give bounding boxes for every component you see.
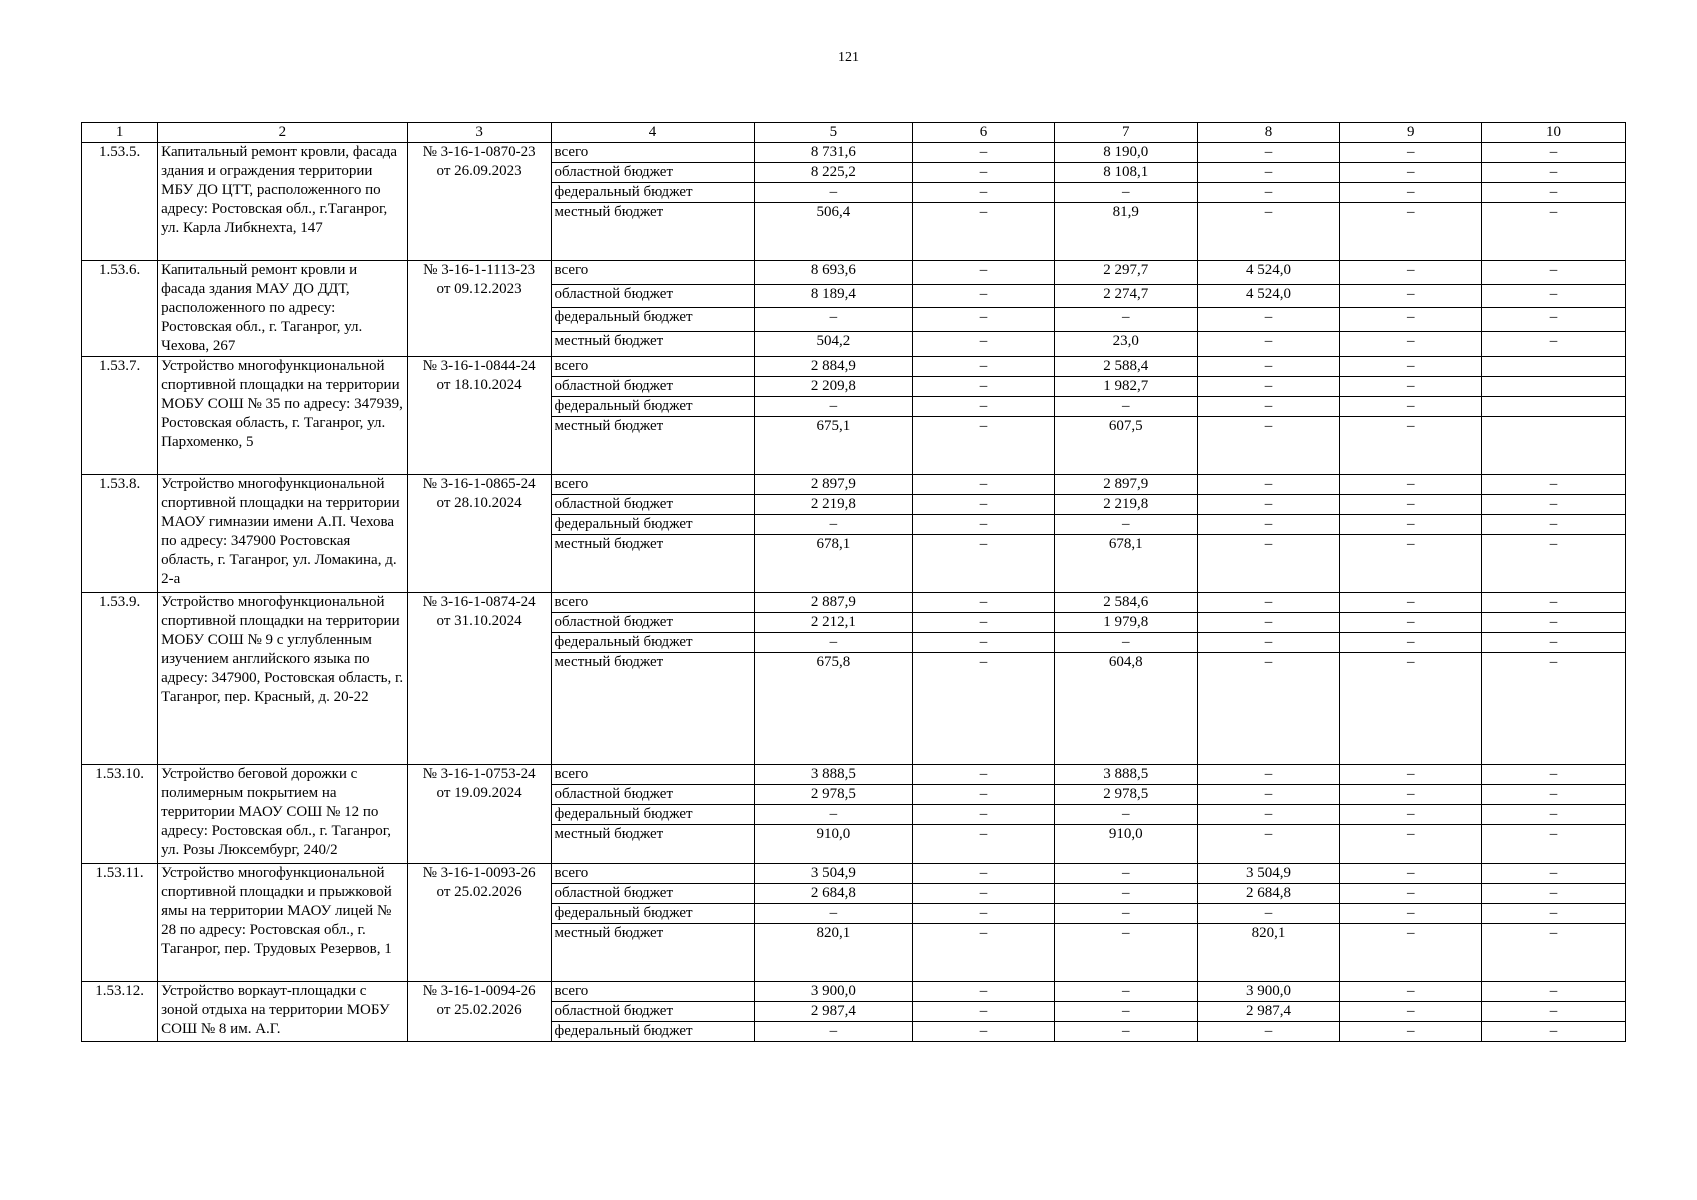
amount-cell: – [913,613,1055,633]
table-row [82,475,1626,495]
funding-source: местный бюджет [551,653,754,765]
amount-cell: – [913,785,1055,805]
amount-cell: – [1482,475,1626,495]
amount-cell: – [913,825,1055,864]
amount-cell: – [1054,805,1197,825]
amount-cell: – [1197,203,1340,261]
funding-source: областной бюджет [551,785,754,805]
amount-cell: 678,1 [1054,535,1197,593]
document-line: от 09.12.2023 [436,281,522,297]
amount-cell: – [1482,495,1626,515]
amount-cell: 4 524,0 [1197,284,1340,308]
amount-cell: 3 900,0 [1197,982,1340,1002]
amount-cell: – [913,884,1055,904]
amount-cell: 2 884,9 [754,357,913,377]
amount-cell: – [1482,613,1626,633]
item-number: 1.53.8. [82,475,158,593]
amount-cell: – [1340,397,1482,417]
header-cell: 1 [82,123,158,143]
amount-cell: – [1197,377,1340,397]
amount-cell: – [1482,163,1626,183]
amount-cell: – [913,593,1055,613]
amount-cell: 2 209,8 [754,377,913,397]
document-line: № 3-16-1-0870-23 [422,144,536,160]
amount-cell: 607,5 [1054,417,1197,475]
amount-cell: 2 978,5 [1054,785,1197,805]
amount-cell: 910,0 [1054,825,1197,864]
amount-cell: – [913,143,1055,163]
amount-cell: – [1482,653,1626,765]
amount-cell: – [913,495,1055,515]
amount-cell: – [913,1022,1055,1042]
amount-cell: – [754,633,913,653]
item-document [407,864,551,982]
amount-cell: – [1197,357,1340,377]
amount-cell: – [1340,1022,1482,1042]
amount-cell: – [1340,203,1482,261]
amount-cell: – [1340,633,1482,653]
amount-cell: 8 731,6 [754,143,913,163]
amount-cell: – [1482,308,1626,332]
amount-cell: – [1340,825,1482,864]
amount-cell: – [913,377,1055,397]
amount-cell: – [754,397,913,417]
amount-cell: – [913,332,1055,357]
amount-cell: 2 887,9 [754,593,913,613]
amount-cell: – [1340,261,1482,285]
amount-cell: – [1482,924,1626,982]
amount-cell: – [1054,397,1197,417]
amount-cell: 506,4 [754,203,913,261]
amount-cell: – [1482,1002,1626,1022]
funding-source: областной бюджет [551,613,754,633]
funding-source: федеральный бюджет [551,1022,754,1042]
amount-cell: 675,1 [754,417,913,475]
amount-cell: – [913,397,1055,417]
table-row [82,982,1626,1002]
amount-cell: – [1197,785,1340,805]
amount-cell: 3 900,0 [754,982,913,1002]
funding-source: всего [551,593,754,613]
amount-cell: – [1197,593,1340,613]
amount-cell: 2 588,4 [1054,357,1197,377]
amount-cell: – [1340,613,1482,633]
document-line: от 18.10.2024 [436,377,522,393]
amount-cell: – [1340,1002,1482,1022]
amount-cell: – [1340,785,1482,805]
item-document [407,143,551,261]
item-number: 1.53.9. [82,593,158,765]
amount-cell: – [1340,765,1482,785]
item-document [407,357,551,475]
funding-source: местный бюджет [551,535,754,593]
item-name: Капитальный ремонт кровли и фасада здания МАУ ДО ДДТ, расположенного по адресу: Ростовская обл., г. Таганрог, ул. Чехова, 267 [158,261,408,357]
amount-cell: – [1340,653,1482,765]
amount-cell: 8 189,4 [754,284,913,308]
funding-source: местный бюджет [551,924,754,982]
amount-cell: – [1054,183,1197,203]
item-name: Устройство беговой дорожки с полимерным покрытием на территории МАОУ СОШ № 12 по адресу: Ростовская обл., г. Таганрог, ул. Розы Люксембург, 240/2 [158,765,408,864]
amount-cell: – [754,183,913,203]
amount-cell: – [913,653,1055,765]
funding-source: всего [551,765,754,785]
funding-source: всего [551,261,754,285]
amount-cell: – [1482,1022,1626,1042]
table-row [82,765,1626,785]
document-line: № 3-16-1-1113-23 [423,262,536,278]
amount-cell: – [1482,593,1626,613]
amount-cell: – [1054,515,1197,535]
amount-cell: – [913,535,1055,593]
header-cell: 7 [1054,123,1197,143]
amount-cell: – [1482,982,1626,1002]
funding-source: местный бюджет [551,332,754,357]
amount-cell: 1 979,8 [1054,613,1197,633]
amount-cell: – [754,308,913,332]
amount-cell: 3 888,5 [754,765,913,785]
amount-cell: 81,9 [1054,203,1197,261]
amount-cell: 2 584,6 [1054,593,1197,613]
funding-source: местный бюджет [551,417,754,475]
amount-cell: – [913,261,1055,285]
item-number: 1.53.6. [82,261,158,357]
amount-cell: – [1197,653,1340,765]
amount-cell: – [1197,765,1340,785]
amount-cell: – [1340,884,1482,904]
funding-source: местный бюджет [551,825,754,864]
amount-cell: – [1482,884,1626,904]
amount-cell: – [1197,495,1340,515]
funding-source: всего [551,864,754,884]
amount-cell: 2 684,8 [754,884,913,904]
amount-cell: 2 297,7 [1054,261,1197,285]
funding-source: всего [551,357,754,377]
amount-cell: – [1482,864,1626,884]
amount-cell: 2 897,9 [1054,475,1197,495]
amount-cell: – [913,982,1055,1002]
amount-cell: 2 219,8 [754,495,913,515]
amount-cell: 3 504,9 [754,864,913,884]
amount-cell: – [1340,417,1482,475]
funding-source: федеральный бюджет [551,308,754,332]
funding-source: областной бюджет [551,377,754,397]
amount-cell: – [1340,143,1482,163]
amount-cell: – [1340,904,1482,924]
amount-cell: 604,8 [1054,653,1197,765]
amount-cell: – [754,805,913,825]
funding-source: областной бюджет [551,1002,754,1022]
amount-cell: 4 524,0 [1197,261,1340,285]
amount-cell: – [1340,183,1482,203]
amount-cell: – [913,765,1055,785]
item-name: Устройство многофункциональной спортивной площадки на территории МАОУ гимназии имени А.П. Чехова по адресу: 347900 Ростовская область, г. Таганрог, ул. Ломакина, д. 2-а [158,475,408,593]
table-row [82,357,1626,377]
item-name: Устройство многофункциональной спортивной площадки и прыжковой ямы на территории МАОУ лицей № 28 по адресу: Ростовская обл., г. Таганрог, пер. Трудовых Резервов, 1 [158,864,408,982]
document-line: от 19.09.2024 [436,785,522,801]
funding-source: всего [551,143,754,163]
amount-cell: – [913,805,1055,825]
amount-cell: – [1340,982,1482,1002]
document-line: № 3-16-1-0093-26 [422,865,536,881]
item-number: 1.53.5. [82,143,158,261]
item-name: Устройство многофункциональной спортивной площадки на территории МОБУ СОШ № 35 по адресу: 347939, Ростовская область, г. Таганрог, ул. Пархоменко, 5 [158,357,408,475]
amount-cell: 8 190,0 [1054,143,1197,163]
item-document [407,475,551,593]
amount-cell: – [1054,884,1197,904]
amount-cell: – [754,515,913,535]
amount-cell: – [754,1022,913,1042]
amount-cell: 8 108,1 [1054,163,1197,183]
amount-cell: 2 897,9 [754,475,913,495]
item-name: Капитальный ремонт кровли, фасада здания и ограждения территории МБУ ДО ЦТТ, расположенного по адресу: Ростовская обл., г.Таганрог, ул. Карла Либкнехта, 147 [158,143,408,261]
item-name: Устройство многофункциональной спортивной площадки на территории МОБУ СОШ № 9 с углубленным изучением английского языка по адресу: 347900, Ростовская область, г. Таганрог, пер. Красный, д. 20-22 [158,593,408,765]
amount-cell: 8 693,6 [754,261,913,285]
amount-cell: 820,1 [754,924,913,982]
amount-cell: 675,8 [754,653,913,765]
amount-cell: – [1340,924,1482,982]
amount-cell: – [1340,864,1482,884]
item-document [407,261,551,357]
amount-cell [1482,377,1626,397]
amount-cell: – [1054,982,1197,1002]
amount-cell: – [1482,825,1626,864]
amount-cell [1482,417,1626,475]
header-cell: 6 [913,123,1055,143]
funding-source: федеральный бюджет [551,904,754,924]
amount-cell: – [1197,163,1340,183]
amount-cell: 3 504,9 [1197,864,1340,884]
amount-cell: 2 978,5 [754,785,913,805]
amount-cell: – [1482,284,1626,308]
amount-cell: – [1482,515,1626,535]
amount-cell: – [1340,163,1482,183]
item-number: 1.53.12. [82,982,158,1042]
amount-cell: – [1340,284,1482,308]
document-line: № 3-16-1-0874-24 [422,594,536,610]
document-line: № 3-16-1-0753-24 [422,766,536,782]
funding-source: федеральный бюджет [551,515,754,535]
amount-cell: – [1482,143,1626,163]
amount-cell: – [913,183,1055,203]
document-line: от 25.02.2026 [436,884,522,900]
amount-cell: – [1482,904,1626,924]
funding-source: областной бюджет [551,163,754,183]
amount-cell: – [1340,495,1482,515]
table-row [82,143,1626,163]
header-cell: 5 [754,123,913,143]
item-document [407,593,551,765]
amount-cell: – [1482,183,1626,203]
funding-source: федеральный бюджет [551,183,754,203]
amount-cell: 820,1 [1197,924,1340,982]
budget-table [81,122,1626,1042]
funding-source: областной бюджет [551,495,754,515]
amount-cell: – [913,924,1055,982]
amount-cell: – [1054,904,1197,924]
amount-cell: – [1197,613,1340,633]
amount-cell: – [1340,593,1482,613]
amount-cell: 2 219,8 [1054,495,1197,515]
amount-cell: – [1197,332,1340,357]
amount-cell: – [1197,397,1340,417]
amount-cell: – [1340,535,1482,593]
amount-cell: – [1340,515,1482,535]
amount-cell: – [1340,308,1482,332]
amount-cell: – [1340,332,1482,357]
amount-cell: – [1197,1022,1340,1042]
document-line: от 25.02.2026 [436,1002,522,1018]
funding-source: федеральный бюджет [551,633,754,653]
amount-cell: – [1340,805,1482,825]
amount-cell: – [1054,1002,1197,1022]
amount-cell: 1 982,7 [1054,377,1197,397]
document-line: от 31.10.2024 [436,613,522,629]
document-line: № 3-16-1-0094-26 [422,983,536,999]
document-line: № 3-16-1-0844-24 [422,358,536,374]
amount-cell: 504,2 [754,332,913,357]
funding-source: всего [551,982,754,1002]
amount-cell: – [1482,633,1626,653]
amount-cell: 8 225,2 [754,163,913,183]
amount-cell: – [913,163,1055,183]
header-cell: 10 [1482,123,1626,143]
amount-cell: 3 888,5 [1054,765,1197,785]
header-row [82,123,1626,143]
header-cell: 2 [158,123,408,143]
item-document [407,765,551,864]
header-cell: 4 [551,123,754,143]
funding-source: местный бюджет [551,203,754,261]
amount-cell: – [913,203,1055,261]
amount-cell: – [754,904,913,924]
amount-cell: – [1482,805,1626,825]
funding-source: федеральный бюджет [551,805,754,825]
funding-source: областной бюджет [551,284,754,308]
amount-cell: – [913,515,1055,535]
amount-cell: – [1197,805,1340,825]
amount-cell: – [1482,332,1626,357]
amount-cell: 2 274,7 [1054,284,1197,308]
document-line: № 3-16-1-0865-24 [422,476,536,492]
amount-cell: – [1197,825,1340,864]
page-number: 121 [838,50,859,65]
amount-cell: 910,0 [754,825,913,864]
amount-cell: – [1054,1022,1197,1042]
document-line: от 28.10.2024 [436,495,522,511]
header-cell: 9 [1340,123,1482,143]
amount-cell: – [1054,633,1197,653]
amount-cell: – [913,633,1055,653]
amount-cell: – [1197,143,1340,163]
amount-cell: – [913,417,1055,475]
amount-cell: – [1482,785,1626,805]
amount-cell [1482,357,1626,377]
funding-source: всего [551,475,754,495]
funding-source: областной бюджет [551,884,754,904]
table-row [82,864,1626,884]
amount-cell: – [913,475,1055,495]
amount-cell: – [913,864,1055,884]
amount-cell: 23,0 [1054,332,1197,357]
table-row [82,593,1626,613]
amount-cell: – [913,357,1055,377]
item-name: Устройство воркаут-площадки с зоной отдыха на территории МОБУ СОШ № 8 им. А.Г. [158,982,408,1042]
amount-cell: – [1340,377,1482,397]
amount-cell: – [913,284,1055,308]
amount-cell: – [1482,261,1626,285]
header-cell: 3 [407,123,551,143]
amount-cell: – [1197,515,1340,535]
amount-cell: 2 684,8 [1197,884,1340,904]
amount-cell: – [1054,924,1197,982]
amount-cell: – [1482,765,1626,785]
amount-cell: 678,1 [754,535,913,593]
amount-cell: – [1197,633,1340,653]
amount-cell: – [1197,475,1340,495]
item-number: 1.53.11. [82,864,158,982]
amount-cell: – [1197,308,1340,332]
table-row [82,261,1626,285]
amount-cell: – [913,308,1055,332]
amount-cell: – [1054,864,1197,884]
amount-cell: – [1340,475,1482,495]
funding-source: федеральный бюджет [551,397,754,417]
amount-cell: – [1482,203,1626,261]
item-number: 1.53.10. [82,765,158,864]
document-line: от 26.09.2023 [436,163,522,179]
amount-cell: – [913,904,1055,924]
amount-cell: 2 212,1 [754,613,913,633]
amount-cell: – [1482,535,1626,593]
amount-cell: – [1197,417,1340,475]
item-number: 1.53.7. [82,357,158,475]
amount-cell: – [1340,357,1482,377]
item-document [407,982,551,1042]
amount-cell: 2 987,4 [1197,1002,1340,1022]
header-cell: 8 [1197,123,1340,143]
amount-cell: 2 987,4 [754,1002,913,1022]
amount-cell: – [1197,904,1340,924]
amount-cell: – [913,1002,1055,1022]
amount-cell: – [1054,308,1197,332]
amount-cell: – [1197,183,1340,203]
amount-cell: – [1197,535,1340,593]
amount-cell [1482,397,1626,417]
